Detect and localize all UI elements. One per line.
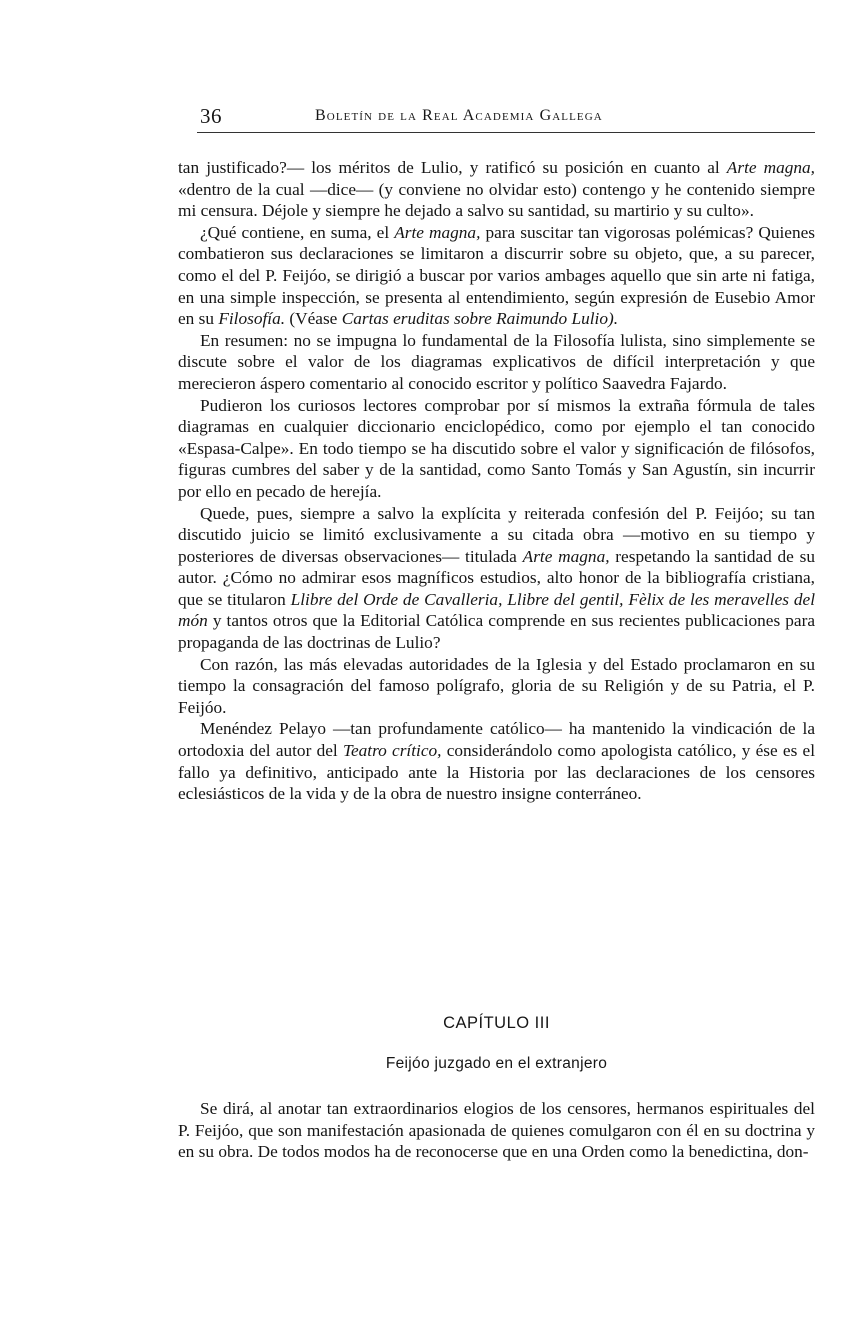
page-number: 36: [200, 104, 222, 128]
paragraph-2: ¿Qué contiene, en suma, el Arte magna, para suscitar tan vigorosas polémicas? Quienes combatieron sus declaraciones se limitaron a discurrir sobre su objeto, que, a su parecer, como el del P. Feijóo, se dirigió a buscar por varios ambages aquello que sin arte ni fatiga, en una simple inspección, se presenta al entendimiento, según expresión de Eusebio Amor en su Filosofía. (Véase Cartas eruditas sobre Raimundo Lulio).: [178, 222, 816, 329]
chapter-heading: CAPÍTULO III: [443, 1014, 550, 1032]
paragraph-6: Con razón, las más elevadas autoridades de la Iglesia y del Estado proclamaron en su tiempo la consagración del famoso polígrafo, gloria de su Religión y de su Patria, el P. Feijóo.: [178, 654, 815, 717]
header-rule: [197, 132, 815, 133]
running-title: Boletín de la Real Academia Gallega: [315, 107, 603, 124]
body-text-continued: [178, 1098, 815, 1163]
paragraph-8: Se dirá, al anotar tan extraordinarios elogios de los censores, hermanos espirituales del P. Feijóo, que son manifestación apasionada de quienes comulgaron con él en su doctrina y en su obra. De todos modos ha de reconocerse que en una Orden como la benedictina, don-: [178, 1099, 815, 1162]
body-text: [178, 157, 815, 805]
paragraph-7: Menéndez Pelayo —tan profundamente católico— ha mantenido la vindicación de la ortodoxia del autor del Teatro crítico, considerándolo como apologista católico, y ése es el fallo ya definitivo, anticipado ante la Historia por las declaraciones de los censores eclesiásticos de la vida y de la obra de nuestro insigne conterráneo.: [178, 719, 816, 804]
paragraph-3: En resumen: no se impugna lo fundamental de la Filosofía lulista, sino simplemente se discute sobre el valor de los diagramas explicativos de difícil interpretación y que merecieron áspero comentario al conocido escritor y político Saavedra Fajardo.: [178, 330, 815, 393]
chapter-subtitle: Feijóo juzgado en el extranjero: [385, 1055, 608, 1072]
paragraph-4: Pudieron los curiosos lectores comprobar por sí mismos la extraña fórmula de tales diagramas en cualquier diccionario enciclopédico, como por ejemplo el tan conocido «Espasa-Calpe». En todo tiempo se ha discutido sobre el valor y significación de filósofos, figuras cumbres del saber y de la santidad, como Santo Tomás y San Agustín, sin incurrir por ello en pecado de herejía.: [178, 395, 815, 501]
page-header: [197, 104, 815, 134]
paragraph-1: tan justificado?— los méritos de Lulio, y ratificó su posición en cuanto al Arte magna, «dentro de la cual —dice— (y conviene no olvidar esto) contengo y he contenido siempre mi censura. Déjole y siempre he dejado a salvo su santidad, su martirio y su culto».: [178, 158, 816, 221]
paragraph-5: Quede, pues, siempre a salvo la explícita y reiterada confesión del P. Feijóo; su tan discutido juicio se limitó exclusivamente a su citada obra —motivo en su tiempo y posteriores de diversas observaciones— titulada Arte magna, respetando la santidad de su autor. ¿Cómo no admirar esos magníficos estudios, alto honor de la bibliografía cristiana, que se titularon Llibre del Orde de Cavalleria, Llibre del gentil, Fèlix de les meravelles del món y tantos otros que la Editorial Católica comprende en sus recientes publicaciones para propaganda de las doctrinas de Lulio?: [178, 503, 815, 653]
